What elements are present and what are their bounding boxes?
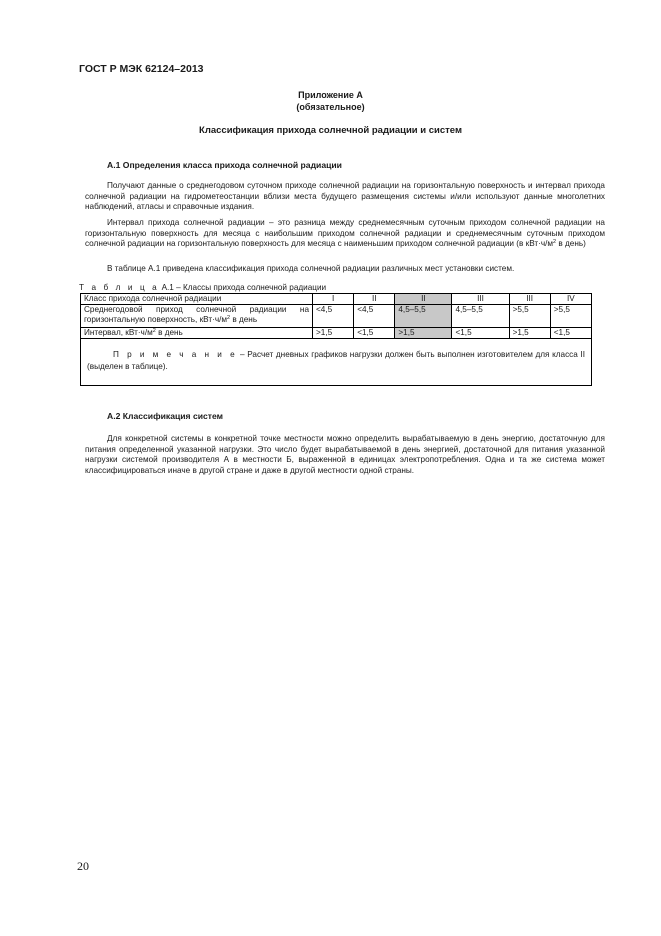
- section-a1-heading: А.1 Определения класса прихода солнечной радиации: [107, 160, 342, 170]
- appendix-status: (обязательное): [296, 102, 365, 112]
- table-cell: >5,5: [509, 305, 550, 328]
- table-cell: >1,5: [509, 328, 550, 339]
- row-label-text: Интервал, кВт·ч/м: [84, 328, 153, 337]
- table-row-label: [81, 305, 313, 328]
- note-text: – Расчет дневных графиков нагрузки должен быть выполнен изготовителем для класса II (выделен в таблице).: [87, 350, 585, 371]
- table-cell: <1,5: [354, 328, 395, 339]
- table-header-label: Класс прихода солнечной радиации: [81, 294, 313, 305]
- page-number: 20: [77, 859, 89, 873]
- table-header-class: IV: [550, 294, 591, 305]
- row-label-text-end: в день: [230, 315, 258, 324]
- table-header-class: III: [452, 294, 509, 305]
- appendix-heading: [0, 89, 661, 113]
- table-cell: <4,5: [313, 305, 354, 328]
- table-cell: >1,5: [313, 328, 354, 339]
- table-header-row: [81, 294, 592, 305]
- table-note: [81, 339, 592, 386]
- table-header-class-highlighted: II: [395, 294, 452, 305]
- section-a2-heading: А.2 Классификация систем: [107, 411, 224, 421]
- section-a1-paragraph-3: В таблице А.1 приведена классификация прихода солнечной радиации различных мест установки систем.: [107, 264, 515, 273]
- table-note-row: [81, 339, 592, 386]
- table-cell-highlighted: >1,5: [395, 328, 452, 339]
- table-header-class: III: [509, 294, 550, 305]
- table-caption-text: А.1 – Классы прихода солнечной радиации: [159, 283, 327, 292]
- appendix-title: Приложение А: [298, 90, 363, 100]
- table-cell-highlighted: 4,5–5,5: [395, 305, 452, 328]
- table-row-annual-radiation: [81, 305, 592, 328]
- section-a2-paragraph-1: Для конкретной системы в конкретной точке местности можно определить вырабатываемую в день энергию, достаточную для питания определенной указанной нагрузки. Это число будет вырабатываемой в день энергией, достаточной для питания указанной нагрузки системой производителя А в местности Б, выраженной в единицах электропотребления. Одна и та же система может классифицироваться иначе в другой стране и даже в другой местности одной страны.: [85, 434, 605, 475]
- table-cell: 4,5–5,5: [452, 305, 509, 328]
- row-label-superscript: 2: [227, 315, 231, 321]
- row-label-superscript: 2: [152, 328, 156, 334]
- paragraph-2-superscript: 2: [553, 239, 557, 245]
- row-label-text-end: в день: [155, 328, 183, 337]
- paragraph-2-text: Интервал прихода солнечной радиации – это разница между среднемесячным суточным приходом солнечной радиации на горизонтальную поверхность для месяца с наибольшим приходом солнечной радиации и среднемесячным суточным приходом солнечной радиации на горизонтальную поверхность для месяца с наименьшим приходом солнечной радиации (в кВт·ч/м: [85, 218, 605, 248]
- section-a1-paragraph-1: Получают данные о среднегодовом суточном приходе солнечной радиации на горизонтальную поверхность и интервал прихода солнечной радиации на гидрометеостанции вблизи места будущего размещения системы и/или используют данные многолетних наблюдений, атласы и справочные издания.: [85, 181, 605, 211]
- table-caption: [79, 283, 326, 292]
- paragraph-2-text-end: в день): [556, 239, 586, 248]
- table-row-interval: [81, 328, 592, 339]
- table-row-label: [81, 328, 313, 339]
- table-cell: <4,5: [354, 305, 395, 328]
- table-header-class: I: [313, 294, 354, 305]
- table-cell: >5,5: [550, 305, 591, 328]
- radiation-class-table: [80, 293, 592, 386]
- standard-designation: ГОСТ Р МЭК 62124–2013: [79, 63, 204, 75]
- table-cell: <1,5: [550, 328, 591, 339]
- row-label-text: Среднегодовой приход солнечной радиации на горизонтальную поверхность, кВт·ч/м: [84, 305, 309, 324]
- note-label: П р и м е ч а н и е: [113, 350, 238, 359]
- page-title: Классификация прихода солнечной радиации и систем: [199, 125, 462, 136]
- table-caption-prefix: Т а б л и ц а: [79, 283, 160, 292]
- section-a1-paragraph-2: [85, 218, 605, 250]
- table-cell: <1,5: [452, 328, 509, 339]
- table-header-class: II: [354, 294, 395, 305]
